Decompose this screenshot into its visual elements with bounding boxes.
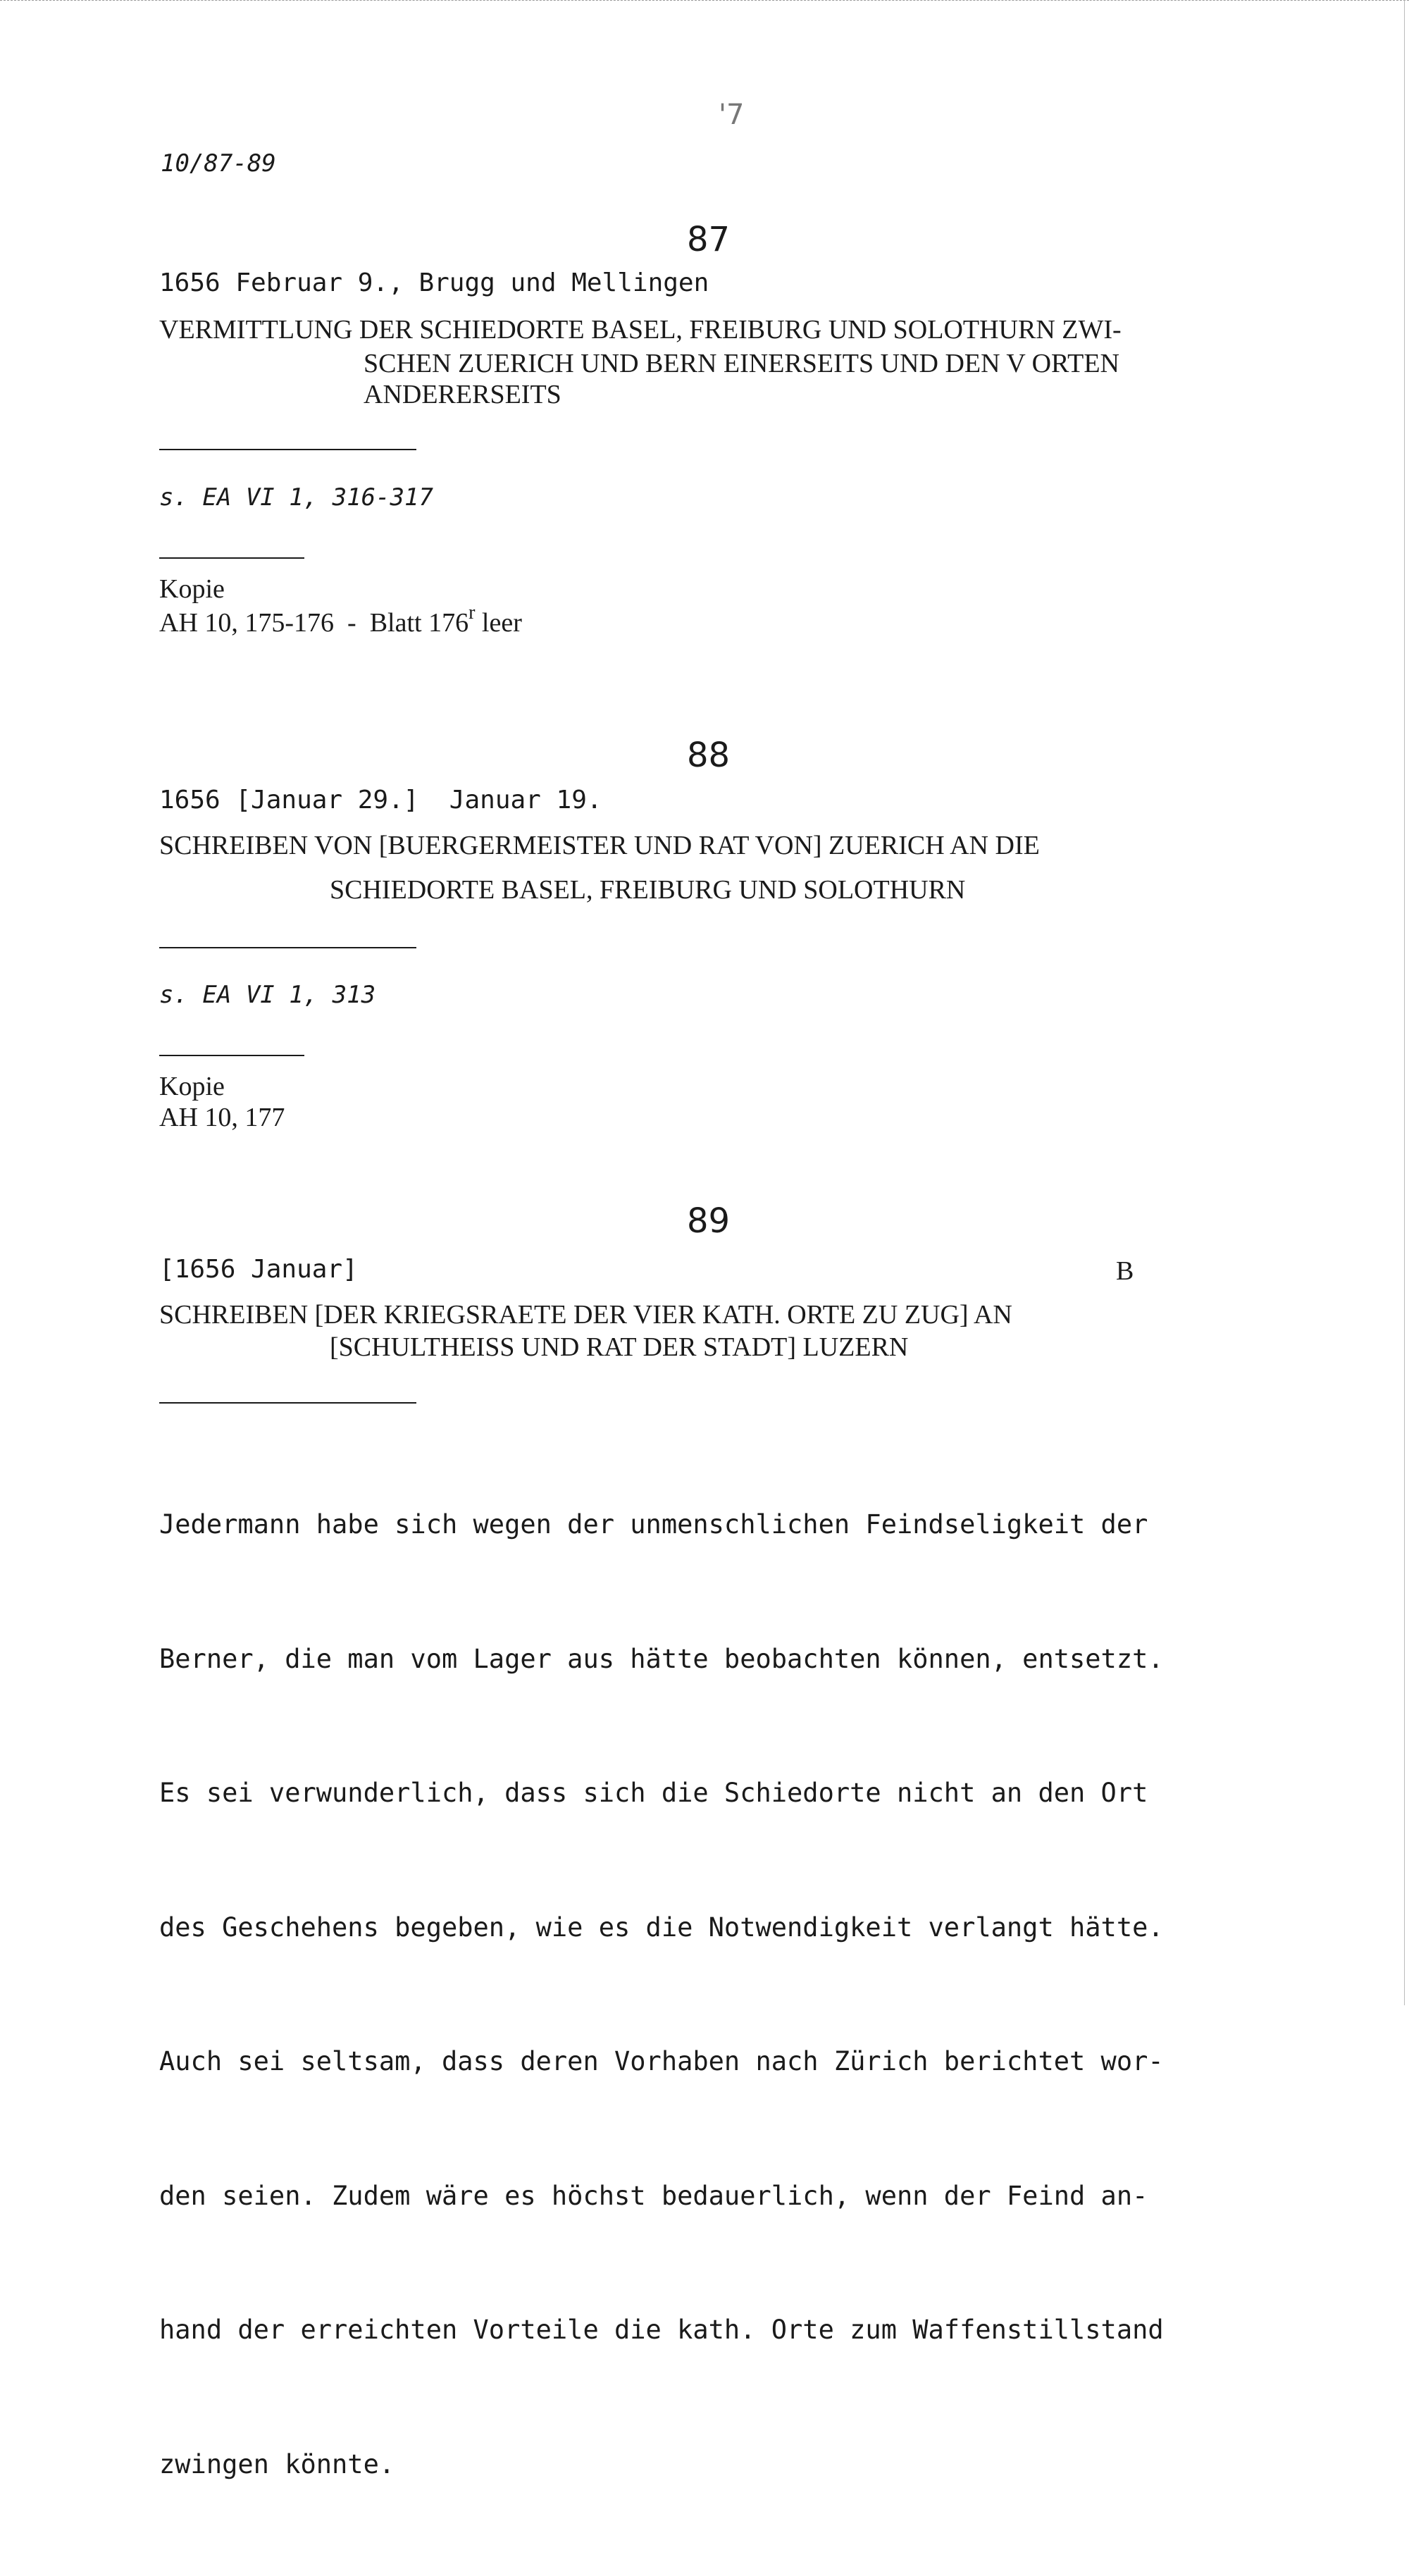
body-line: hand der erreichten Vorteile die kath. Orte zum Waffenstillstand <box>159 2315 1164 2345</box>
copy-reference-recto: r <box>468 602 476 624</box>
body-line: Auch sei seltsam, dass deren Vorhaben nach Zürich berichtet wor- <box>159 2046 1164 2076</box>
edition-reference: s. EA VI 1, 313 <box>159 981 376 1009</box>
entry-title-line: SCHIEDORTE BASEL, FREIBURG UND SOLOTHURN <box>330 875 966 905</box>
entry-date: 1656 Februar 9., Brugg und Mellingen <box>159 268 709 297</box>
copy-reference <box>159 602 522 640</box>
section-divider-short <box>159 557 304 559</box>
entry-date: [1656 Januar] <box>159 1255 358 1284</box>
scan-edge-right <box>1404 0 1405 2005</box>
entry-title-line: SCHEN ZUERICH UND BERN EINERSEITS UND DEN V ORTEN <box>364 349 1119 378</box>
entry-title-line: [SCHULTHEISS UND RAT DER STADT] LUZERN <box>330 1332 909 1362</box>
body-line: Es sei verwunderlich, dass sich die Schiedorte nicht an den Ort <box>159 1778 1148 1808</box>
body-line: des Geschehens begeben, wie es die Notwendigkeit verlangt hätte. <box>159 1912 1164 1943</box>
body-line: zwingen könnte. <box>159 2448 395 2479</box>
section-divider <box>159 449 416 450</box>
entry-date: 1656 [Januar 29.] Januar 19. <box>159 786 602 815</box>
section-divider <box>159 1402 416 1404</box>
body-line: Jedermann habe sich wegen der unmenschlichen Feindseligkeit der <box>159 1509 1148 1540</box>
copy-label: Kopie <box>159 1072 225 1101</box>
entry-number: 87 <box>687 220 731 259</box>
entry-title-line: SCHREIBEN [DER KRIEGSRAETE DER VIER KATH. ORTE ZU ZUG] AN <box>159 1300 1012 1330</box>
entry-number: 88 <box>687 736 731 775</box>
copy-reference: AH 10, 177 <box>159 1103 285 1132</box>
edition-reference: s. EA VI 1, 316-317 <box>159 483 433 512</box>
body-line: den seien. Zudem wäre es höchst bedauerlich, wenn der Feind an- <box>159 2180 1148 2211</box>
scan-edge-top <box>0 0 1409 2</box>
copy-label: Kopie <box>159 574 225 604</box>
entry-title-line: SCHREIBEN VON [BUERGERMEISTER UND RAT VON] ZUERICH AN DIE <box>159 831 1040 860</box>
entry-title-line: VERMITTLUNG DER SCHIEDORTE BASEL, FREIBURG UND SOLOTHURN ZWI- <box>159 315 1122 345</box>
file-reference: 10/87-89 <box>161 149 276 178</box>
section-divider-short <box>159 1055 304 1056</box>
entry-number: 89 <box>687 1201 731 1241</box>
entry-marker: B <box>1116 1256 1134 1286</box>
handwritten-page-mark: '7 <box>719 99 745 131</box>
entry-title-line: ANDERERSEITS <box>364 380 561 409</box>
copy-reference-tail: leer <box>475 608 522 638</box>
regest-body <box>159 1413 1164 2576</box>
copy-reference-text: AH 10, 175-176 - Blatt 176 <box>159 608 469 638</box>
section-divider <box>159 947 416 948</box>
body-line: Berner, die man vom Lager aus hätte beobachten können, entsetzt. <box>159 1643 1164 1674</box>
